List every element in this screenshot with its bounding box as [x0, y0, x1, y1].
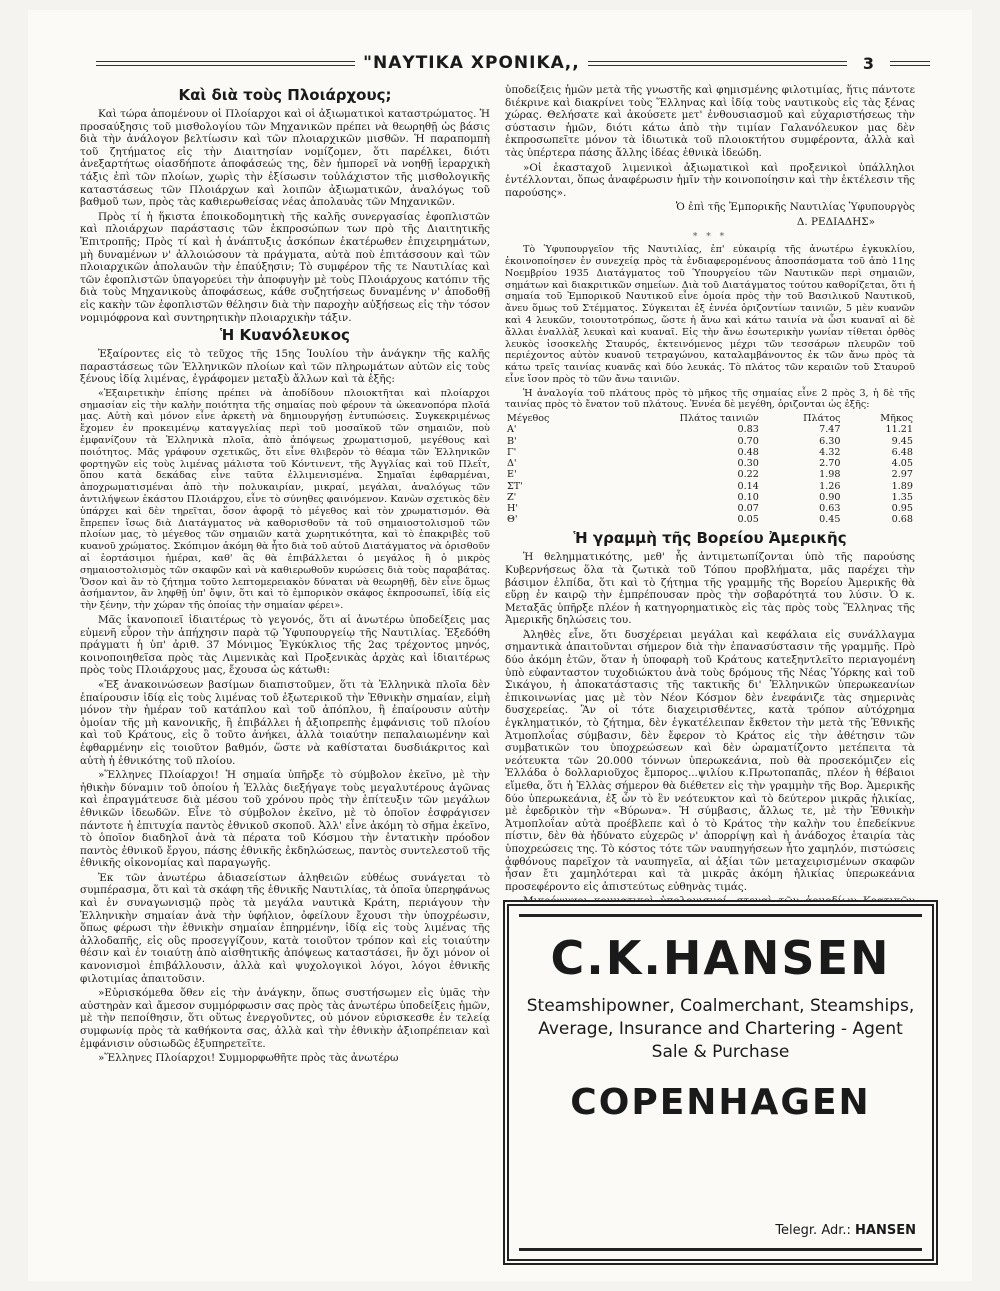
table-cell: 0.14 — [737, 480, 759, 492]
paragraph: »Οἱ ἑκασταχοῦ λιμενικοὶ ἀξιωματικοὶ καὶ προξενικοὶ ὑπάλληλοι ἐντέλλονται, ὅπως ἀναφέρωσιν ἡμῖν τὴν κοινοποίησιν καὶ τὴν ἐκτέλεσιν τῆς παρούσης». — [505, 161, 915, 199]
table-cell: 4.32 — [819, 446, 841, 458]
table-cell: 7.47 — [819, 424, 841, 436]
table-cell: 1.26 — [819, 480, 841, 492]
table-header-row — [505, 413, 915, 424]
table-cell: 2.70 — [819, 458, 841, 470]
column-header: Πλάτος — [803, 413, 841, 425]
page-header — [88, 48, 938, 78]
column-header: Μῆκος — [880, 413, 913, 425]
table-cell: 1.35 — [891, 491, 913, 503]
flag-sizes-table — [505, 413, 915, 525]
ad-telegraph-address — [775, 1223, 916, 1238]
paragraph: Ἡ ἀναλογία τοῦ πλάτους πρὸς τὸ μῆκος τῆς σημαίας εἶνε 2 πρὸς 3, ἡ δὲ τῆς ταινίας πρὸς τὸ ἔνατον τοῦ πλάτους. Ἐννέα δὲ μεγέθη, ὁριζονται ὡς ἑξῆς: — [505, 387, 915, 411]
table-row — [505, 458, 915, 469]
table-cell: Θ' — [507, 514, 518, 526]
table-cell: 0.63 — [819, 502, 841, 514]
table-cell: 0.48 — [737, 446, 759, 458]
ad-frame — [519, 914, 922, 1251]
paragraph: Πρὸς τί ἡ ἥκιστα ἐποικοδομητικὴ τῆς καλῆς συνεργασίας ἐφοπλιστῶν καὶ πλοιάρχων παράστασις τῶν ἐκπροσώπων των πρὸ τῆς Διαιτητικῆς Ἐπιτροπῆς; Πρὸς τί καὶ ἡ ἀνάπτυξις ἀσκόπων ἐκατέρωθεν ἐπιχειρημάτων, μὴ δυναμένων ν' ἀλλοιώσουν τὰ πράγματα, αὐτὰ ποὺ ἐπιτάσσουν καὶ τῶν πλοιαρχικῶν ἀπολαυῶν τὴν ἐπαύξησιν; Τὸ συμφέρον τῆς τε Ναυτιλίας καὶ τῶν ἐφοπλιστῶν ὑπαγορεύει τὴν ἀποφυγὴν μὲ τοὺς Πλοιάρχους κατόπιν τῆς διὰ τοὺς Μηχανικοὺς ἀποφάσεως, κάθε συζητήσεως δυναμένης ν' ἀποδοθῇ εἰς κακὴν τῶν ἐφοπλιστῶν θέλησιν διὰ τὴν παροχὴν αὐξήσεως εἰς τὴν τόσον νομιμόφρονα καὶ συντηρητικὴν πλοιαρχικὴν τάξιν. — [80, 210, 490, 324]
table-cell: 4.05 — [891, 458, 913, 470]
signature-name: Δ. ΡΕΔΙΑΔΗΣ» — [796, 215, 875, 228]
header-rule-right — [890, 61, 930, 66]
table-row — [505, 481, 915, 492]
table-cell: 0.45 — [819, 514, 841, 526]
column-header: Μέγεθος — [507, 413, 550, 425]
table-row — [505, 514, 915, 525]
table-cell: 0.83 — [737, 424, 759, 436]
table-cell: Ζ' — [507, 491, 517, 503]
table-cell: 6.48 — [891, 446, 913, 458]
publication-title: "ΝΑΥΤΙΚΑ ΧΡΟΝΙΚΑ,, — [363, 53, 580, 73]
heading-flag: Ἡ Κυανόλευκος — [220, 326, 350, 345]
table-cell: ΣΤ' — [507, 480, 523, 492]
section-divider: * * * — [692, 231, 728, 242]
hansen-advertisement — [503, 900, 938, 1265]
table-row — [505, 424, 915, 435]
table-cell: Δ' — [507, 458, 517, 470]
ad-services-line: Average, Insurance and Chartering - Agent — [538, 1019, 903, 1039]
table-cell: 0.10 — [737, 491, 759, 503]
table-row — [505, 469, 915, 480]
signature-title: Ὁ ἐπὶ τῆς Ἐμπορικῆς Ναυτιλίας Ὑφυπουργὸς — [675, 201, 915, 214]
right-column — [505, 84, 915, 893]
table-row — [505, 503, 915, 514]
ad-services-line: Steamshipowner, Coalmerchant, Steamships, — [526, 996, 915, 1016]
header-rule-left — [96, 61, 355, 66]
newspaper-page — [28, 10, 972, 1281]
quoted-paragraph: «Ἐξαιρετικὴν ἐπίσης πρέπει νὰ ἀποδίδουν πλοιοκτῆται καὶ πλοίαρχοι σημασίαν εἰς τὴν καλὴν ποιότητα τῆς σημαίας ποὺ φέρουν τὰ ὠκεανοπόρα πλοῖά μας. Αὐτὴ καὶ μόνον εἶνε ἀρκετὴ νὰ δημιουργήσῃ ἐντυπώσεις. Συγκεκριμένως ἔχομεν ἐν προκειμένῳ καταγγελίας περὶ τοῦ μοσαϊκοῦ τῶν σημαιῶν, ποὺ ἐμφανίζουν τὰ Ἑλληνικὰ πλοῖα, ἀπὸ ἀπόψεως χρωματισμοῦ, μεγέθους καὶ ποιότητος. Μᾶς γράφουν σχετικῶς, ὅτι εἶνε θλιβερὸν τὸ θέαμα τῶν Ἑλληνικῶν φορτηγῶν εἰς τοὺς λιμένας μάλιστα τοῦ Κόντινεντ, τῆς Ἀγγλίας καὶ τοῦ Πλεΐτ, ὅπου κατὰ δεκάδας εἶνε ταῦτα ἐλλιμενισμένα. Σημαῖαι ἐφθαρμέναι, ἀποχρωματισμέναι ἀπὸ τὴν πολυκαιρίαν, μικραί, μεγάλαι, ἀναλόγως τῶν ἀντιλήψεων ἑκάστου Πλοιάρχου, εἶνε τὸ σύνηθες φαινόμενον. Κανὼν σχετικὸς δὲν ὑπάρχει καὶ δὲν τηρεῖται, ὅσον ἀφορᾷ τὸ μέγεθος καὶ τὸν χρωματισμόν. Θὰ ἔπρεπεν ἴσως διὰ Διατάγματος νὰ καθορισθοῦν τὰ τοῦ σημαιοστολισμοῦ τῶν πλοίων μας, τὸ μέγεθος τῶν σημαιῶν κατὰ χωρητικότητα, καὶ τὸ ἐπακριβὲς τοῦ κυανοῦ χρώματος. Σκόπιμον ἀκόμη θὰ ἦτο διὰ τοῦ αὐτοῦ Διατάγματος νὰ ὁρισθοῦν αἱ ἑορτάσιμοι ἡμέραι, καθ' ἃς θὰ ἐπιβάλλεται ὁ μεγάλος ἢ ὁ μικρὸς σημαιοστολισμὸς τῶν σκαφῶν καὶ νὰ καθιερωθοῦν κυρώσεις διὰ τοὺς παραβάτας. Ὅσον καὶ ἂν τὸ ζήτημα τοῦτο λεπτομερειακὸν δύναται νὰ θεωρηθῇ, δὲν εἶνε ὅμως ἀσήμαντον, ἂν ληφθῇ ὑπ' ὄψιν, ὅτι καὶ τὸ ἐμπορικὸν σκάφος ἐκπροσωπεῖ, ἰδίᾳ εἰς τὴν ξένην, τὴν χώραν τῆς ὁποίας τὴν σημαίαν φέρει». — [80, 387, 490, 612]
table-cell: 0.22 — [737, 469, 759, 481]
left-column — [80, 84, 490, 1264]
table-cell: 6.30 — [819, 435, 841, 447]
table-cell: 0.07 — [737, 502, 759, 514]
table-cell: Α' — [507, 424, 517, 436]
table-cell: 0.05 — [737, 514, 759, 526]
table-cell: Γ' — [507, 446, 517, 458]
table-cell: 9.45 — [891, 435, 913, 447]
table-cell: Η' — [507, 502, 519, 514]
paragraph: «Ἐξ ἀνακοινώσεων βασίμων διαπιστοῦμεν, ὅτι τὰ Ἑλληνικὰ πλοῖα δὲν ἐπαίρουσιν ἰδίᾳ εἰς τοὺς λιμένας τοῦ ἐξωτερικοῦ τὴν Ἐθνικὴν σημαίαν, εἰμὴ μόνον τὴν ἡμέραν τοῦ κατάπλου καὶ τοῦ ἀπόπλου, ἢ ἐπαίρουσιν αὐτὴν ὁμοίαν τῆς μὴ κανονικῆς, ἢ ἐπιβάλλει ἡ ἀξιοπρεπὴς ἐμφάνισις τοῦ πλοίου καὶ τοῦ Κράτους, εἰς ὃ τοῦτο ἀνήκει, ἀλλὰ τοιαύτην πεπαλαιωμένην καὶ ἐφθαρμένην εἰς τοιοῦτον βαθμόν, ὥστε νὰ καθίσταται δυσδιάκριτος καὶ αὐτὴ ἡ ἐθνικότης τοῦ πλοίου. — [80, 678, 490, 767]
heading-north-america: Ἡ γραμμὴ τῆς Βορείου Ἀμερικῆς — [573, 529, 847, 548]
table-cell: Ε' — [507, 469, 517, 481]
table-row — [505, 492, 915, 503]
ad-teleg-label: Telegr. Adr.: — [775, 1223, 851, 1238]
paragraph: Μᾶς ἱκανοποιεῖ ἰδιαιτέρως τὸ γεγονός, ὅτι αἱ ἀνωτέρω ὑποδείξεις μας εὐμενῆ εὗρον τὴν ἀπήχησιν παρὰ τῷ Ὑφυπουργείῳ τῆς Ναυτιλίας. Ἐξεδόθη πράγματι ἡ ὑπ' ἀριθ. 37 Μόνιμος Ἐγκύκλιος τῆς 2ας τρέχοντος μηνός, κοινοποιηθεῖσα πρὸς τὰς Λιμενικὰς καὶ Προξενικὰς ἀρχὰς καὶ ἰδιαιτέρως πρὸς τοὺς Πλοιάρχους μας, ἔχουσα ὡς κάτωθι: — [80, 614, 490, 677]
header-rule-middle — [588, 61, 847, 66]
table-row — [505, 447, 915, 458]
paragraph: Ἀληθὲς εἶνε, ὅτι δυσχέρειαι μεγάλαι καὶ κεφάλαια εἰς συνάλλαγμα σημαντικὰ ἀπαιτοῦνται σήμερον διὰ τὴν ἐπανασύστασιν τῆς γραμμῆς. Πρὸ δύο ἀκόμη ἐτῶν, ὅταν ἡ ὑποφαρὴ τοῦ Κράτους κατεξηντλεῖτο περιαγομένη ὑπὸ εὐφανταστον τυχοδιώκτου ἀνὰ τοὺς δρόμους τῆς Νέας Ὑόρκης καὶ τοῦ Σικάγου, ἡ ἀποκατάστασις τῆς τακτικῆς δι' Ἑλληνικῶν ὑπερωκεανίων ἐπικοινωνίας μας μὲ τὸν Νέον Κόσμον δὲν ἐνεφάνιζε τὰς σημερινὰς δυσχερείας. Ἂν οἱ τότε διαχειρισθέντες, κατὰ τρόπον αὐτόχρημα ἐγκληματικόν, τὸ ζήτημα, δὲν ἐγκατέλειπαν ἔκθετον τὴν μετὰ τῆς Ἐθνικῆς Ἀτμοπλοΐας σύμβασιν, δὲν ἔφερον τὸ Κράτος εἰς τὴν ἀθέτησιν τῶν συμβατικῶν του ὑποχρεώσεων καὶ δὲν ὡραματίζοντο μετέπειτα τὰ νεότευκτα τῶν 20.000 τόννων ὑπερωκεάνια, ποὺ θὰ προσεκόμιζεν εἰς Ἑλλάδα ὁ δολλαριοῦχος ἔμπορος...ψιλίου κ.Πρωτοπαπᾶς, πλέον ἡ θέβαιοι εἴμεθα, ὅτι ἡ Ἑλλὰς σήμερον θὰ διέθετεν εἰς τὴν γραμμὴν τῆς Βορ. Ἀμερικῆς δύο ὑπερωκεάνια, ἐξ ὧν τὸ ἓν νεότευκτον καὶ τὸ δεύτερον μικρᾶς ἡλικίας, μὲ ἐφεδρικὸν τὴν «Βύρωνα». Ἡ σύμβασις, ἄλλως τε, μὲ τὴν Ἐθνικὴν Ἀτμοπλοΐαν αὐτὰ προέβλεπε καὶ ὁ τὸ Κράτος τὴν καλὴν του ἐπεδείκνυε πίστιν, δὲν θὰ ἠδύνατο εὐχερῶς ν' ἀπορρίψῃ καὶ ἡ ἀνάδοχος ἑταιρία τὰς ὑποχρεώσεις της. Τὸ κόστος τότε τῶν ναυπηγήσεων ἦτο χαμηλόν, πιστώσεις ἀφθόνους παρεῖχον τὰ ναυπηγεῖα, αἱ ἀξίαι τῶν μεταχειρισμένων σκαφῶν ἦσαν ἔτι χαμηλότεραι καὶ τὰ μικρᾶς ἀκόμη ἡλικίας ὑπερωκεάνια προσεφέροντο εἰς ἀπιστεύτως εὐθηνὰς τιμάς. — [505, 628, 915, 893]
table-cell: 2.97 — [891, 469, 913, 481]
table-cell: 1.89 — [891, 480, 913, 492]
column-header: Πλάτος ταινιῶν — [679, 413, 759, 425]
paragraph: »Ἕλληνες Πλοίαρχοι! Συμμορφωθῆτε πρὸς τὰς ἀνωτέρω — [98, 1052, 399, 1065]
table-row — [505, 436, 915, 447]
paragraph: Καὶ τώρα ἀπομένουν οἱ Πλοίαρχοι καὶ οἱ ἀξιωματικοὶ καταστρώματος. Ἡ προσαύξησις τοῦ μισθολογίου τῶν Μηχανικῶν πρέπει νὰ θεωρηθῇ ὡς βάσις διὰ τὴν ἀνάλογον βελτίωσιν καὶ τῶν πλοιαρχικῶν μισθῶν. Ἡ παραπομπὴ τοῦ ζητήματος εἰς τὴν Διαιτησίαν νομίζομεν, ὅτι παρέλκει, διότι ἀνεξαρτήτως οἱασδήποτε ἀποφάσεώς της, δὲν ἠμπορεῖ νὰ νοηθῇ ἱεραρχικὴ τάξις ἐπὶ τῶν πλοίων, χωρὶς τὴν ἐξίσωσιν τοὐλάχιστον τῆς μισθολογικῆς καταστάσεως τῶν Πλοιάρχων καὶ λοιπῶν ἀξιωματικῶν, ἀναλόγως τοῦ βαθμοῦ των, πρὸς τὰς καθιερωθείσας νέας ἀπολαυὰς τῶν Μηχανικῶν. — [80, 108, 490, 209]
paragraph: ὑποδείξεις ἡμῶν μετὰ τῆς γνωστῆς καὶ φημισμένης φιλοτιμίας, ἥτις πάντοτε διέκρινε καὶ διακρίνει τοὺς Ἕλληνας καὶ ἰδίᾳ τοὺς ναυτικοὺς εἰς τὰς ξένας χώρας. Θελήσατε καὶ ἀκούσετε μετ' ἐνθουσιασμοῦ καὶ εὐχαριστήσεως τὴν σύστασιν ἡμῶν, διότι κάτω ἀπὸ τὴν τιμίαν Γαλανόλευκον μας δὲν ἐκπροσωπεῖτε μόνον τὰ ἰδιωτικὰ τοῦ πλοιοκτήτου συμφέροντα, ἀλλὰ καὶ τὰς ὑπέρτερα πάσης ἄλλης ἰδέας ἐθνικὰ ἰδεώδη. — [505, 84, 915, 159]
paragraph: Τὸ Ὑφυπουργεῖον τῆς Ναυτιλίας, ἐπ' εὐκαιρίᾳ τῆς ἀνωτέρω ἐγκυκλίου, ἐκοινοποίησεν ἐν συνεχείᾳ πρὸς τὰ ἐνδιαφερομένους ἀποσπάσματα τοῦ ἀπὸ 11ης Νοεμβρίου 1935 Διατάγματος τοῦ Ὑπουργείου τῶν Ναυτικῶν περὶ σημαιῶν, σημάτων καὶ διακριτικῶν σημείων. Διὰ τοῦ Διατάγματος τούτου καθορίζεται, ὅτι ἡ σημαία τοῦ Ἐμπορικοῦ Ναυτικοῦ εἶνε ὁμοία πρὸς τὴν τοῦ Βασιλικοῦ Ναυτικοῦ, ἄνευ ὅμως τοῦ Στέμματος. Σύγκειται ἐξ ἐννέα ὁριζοντίων ταινιῶν, 5 μὲν κυανῶν καὶ 4 λευκῶν, τοιουτοτρόπως, ὥστε ἡ ἄνω καὶ κάτω ταινία νὰ ὦσι κυαναῖ αἱ δὲ ἄλλαι ἐναλλὰξ λευκαὶ καὶ κυαναῖ. Εἰς τὴν ἄνω ἐσωτερικὴν γωνίαν τίθεται ὀρθὸς λευκὸς ἰσοσκελὴς Σταυρός, ἐκτεινόμενος μέχρι τῶν τεσσάρων πλευρῶν τοῦ περιέχοντος αὐτὸν κυανοῦ τετραγώνου, καταλαμβάνοντος ἐκ τῶν ἄνω πρὸς τὰ κάτω τρεῖς ταινίας κυανᾶς καὶ δύο λευκάς. Τὸ πλάτος τῶν κεραιῶν τοῦ Σταυροῦ εἶνε ἴσον πρὸς τὸ τῶν ἄνω ταινιῶν. — [505, 244, 915, 385]
table-cell: 11.21 — [885, 424, 913, 436]
paragraph: »Εὑρισκόμεθα ὅθεν εἰς τὴν ἀνάγκην, ὅπως συστήσωμεν εἰς ὑμᾶς τὴν αὐστηρὰν καὶ ἄμεσον συμμόρφωσιν σας πρὸς τὰς ἀνωτέρω ὑποδείξεις ἡμῶν, μὲ τὴν πεποίθησιν, ὅτι οὕτως ἐνεργοῦντες, οὐ μόνον εὐρισκεσθε ἐν τελείᾳ συμφωνίᾳ πρὸς τὰ καθήκοντα σας, ἀλλὰ καὶ τὴν ἐθνικὴν ἀξιοπρέπειαν καὶ ἐμφάνισιν οὐσιωδῶς ἐξυπηρετεῖτε. — [80, 987, 490, 1050]
page-number: 3 — [862, 53, 874, 73]
table-cell: 1.98 — [819, 469, 841, 481]
ad-teleg-value: HANSEN — [855, 1223, 916, 1238]
paragraph: »Ἕλληνες Πλοίαρχοι! Ἡ σημαία ὑπῆρξε τὸ σύμβολον ἐκεῖνο, μὲ τὴν ἠθικὴν δύναμιν τοῦ ὁποίου ἡ Ἑλλὰς διεξήγαγε τοὺς μεγαλυτέρους ἀγῶνας καὶ ἐπραγμάτευσε διὰ μέσου τοῦ χρόνου πρὸς τὴν ἐπίτευξιν τῶν μεγάλων ἐθνικῶν ἰδεωδῶν. Εἶνε τὸ σύμβολον ἐκεῖνο, μὲ τὸ ὁποῖον ἐσφράγισεν πάντοτε ἡ ἐπιτυχία παντὸς ἐθνικοῦ σκοποῦ. Ἀλλ' εἶνε ἀκόμη τὸ σῆμα ἐκεῖνο, τὸ ὁποῖον διαδηλοῖ ἀνὰ τὰ πέρατα τοῦ Κόσμου τὴν ἐντατικὴν πρόοδον παντὸς ἐθνικοῦ ἔργου, πάσης ἐθνικῆς ἐκδηλώσεως, παντὸς συντελεστοῦ τῆς ἐθνικῆς οἰκονομίας καὶ παραγωγῆς. — [80, 769, 490, 870]
table-cell: Β' — [507, 435, 517, 447]
ad-brand-name: C.K.HANSEN — [550, 931, 891, 985]
ad-services-line: Sale & Purchase — [651, 1042, 790, 1062]
paragraph: Ἐξαίροντες εἰς τὸ τεῦχος τῆς 15ης Ἰουλίου τὴν ἀνάγκην τῆς καλῆς παραστάσεως τῶν Ἑλληνικῶν πλοίων καὶ τῶν πληρωμάτων αὐτῶν εἰς τοὺς ξένους ἰδίᾳ λιμένας, ἐγράφομεν μεταξὺ ἄλλων καὶ τὰ ἑξῆς: — [80, 348, 490, 386]
paragraph: Ἡ θελημματικότης, μεθ' ἧς ἀντιμετωπίζονται ὑπὸ τῆς παρούσης Κυβερνήσεως ὅλα τὰ ζωτικὰ τοῦ Τόπου προβλήματα, μᾶς παρέχει τὴν βάσιμον ἐλπίδα, ὅτι καὶ τὸ ζήτημα τῆς γραμμῆς τῆς Βορείου Ἀμερικῆς θὰ εὕρῃ ἐν καιρῷ τὴν ἐμπρέπουσαν πρὸς τὴν σοβαρότητά του λύσιν. Ὁ κ. Μεταξᾶς ὑπῆρξε πλέον ἡ κατηγορηματικὸς εἰς τὰς πρὸς τοὺς Ἕλληνας τῆς Ἀμερικῆς δηλώσεις του. — [505, 551, 915, 627]
table-cell: 0.68 — [891, 514, 913, 526]
table-cell: 0.90 — [819, 491, 841, 503]
table-cell: 0.30 — [737, 458, 759, 470]
table-cell: 0.70 — [737, 435, 759, 447]
heading-captains: Καὶ διὰ τοὺς Πλοιάρχους; — [178, 86, 392, 104]
ad-city: COPENHAGEN — [570, 1082, 871, 1123]
table-cell: 0.95 — [891, 502, 913, 514]
paragraph: Ἐκ τῶν ἀνωτέρω ἀδιασείστων ἀληθειῶν εὐθέως συνάγεται τὸ συμπέρασμα, ὅτι καὶ τὰ σκάφη τῆς ἐθνικῆς Ναυτιλίας, τὰ ὁποῖα ὑπερηφάνως καὶ ἐν συναγωνισμῷ πρὸς τὰ μεγάλα ναυτικὰ Κράτη, περιάγουν τὴν Ἑλληνικὴν σημαίαν ἀνὰ τὴν ὑφήλιον, ὀφείλουν ἔχουσι τὴν ὑποχρέωσιν, ὅπως φέρωσι τὴν ἐθνικὴν σημαίαν ἐπηρμένην, ἰδίᾳ εἰς τοὺς λιμένας τῆς ἀλλοδαπῆς, εἰς οὓς προσεγγίζουν, κατὰ τοιοῦτον τρόπον καὶ εἰς τοιαύτην θέσιν καὶ ἐν τοιαύτῃ ἀπὸ αἰσθητικῆς ἀπόψεως καταστάσει, ἣν ὄχι μόνον οἱ κανονισμοὶ ἐπιβάλλουσιν, ἀλλὰ καὶ ψυχολογικοὶ λόγοι, λόγοι ἐθνικῆς φιλοτιμίας ἀπαιτοῦσιν. — [80, 871, 490, 985]
